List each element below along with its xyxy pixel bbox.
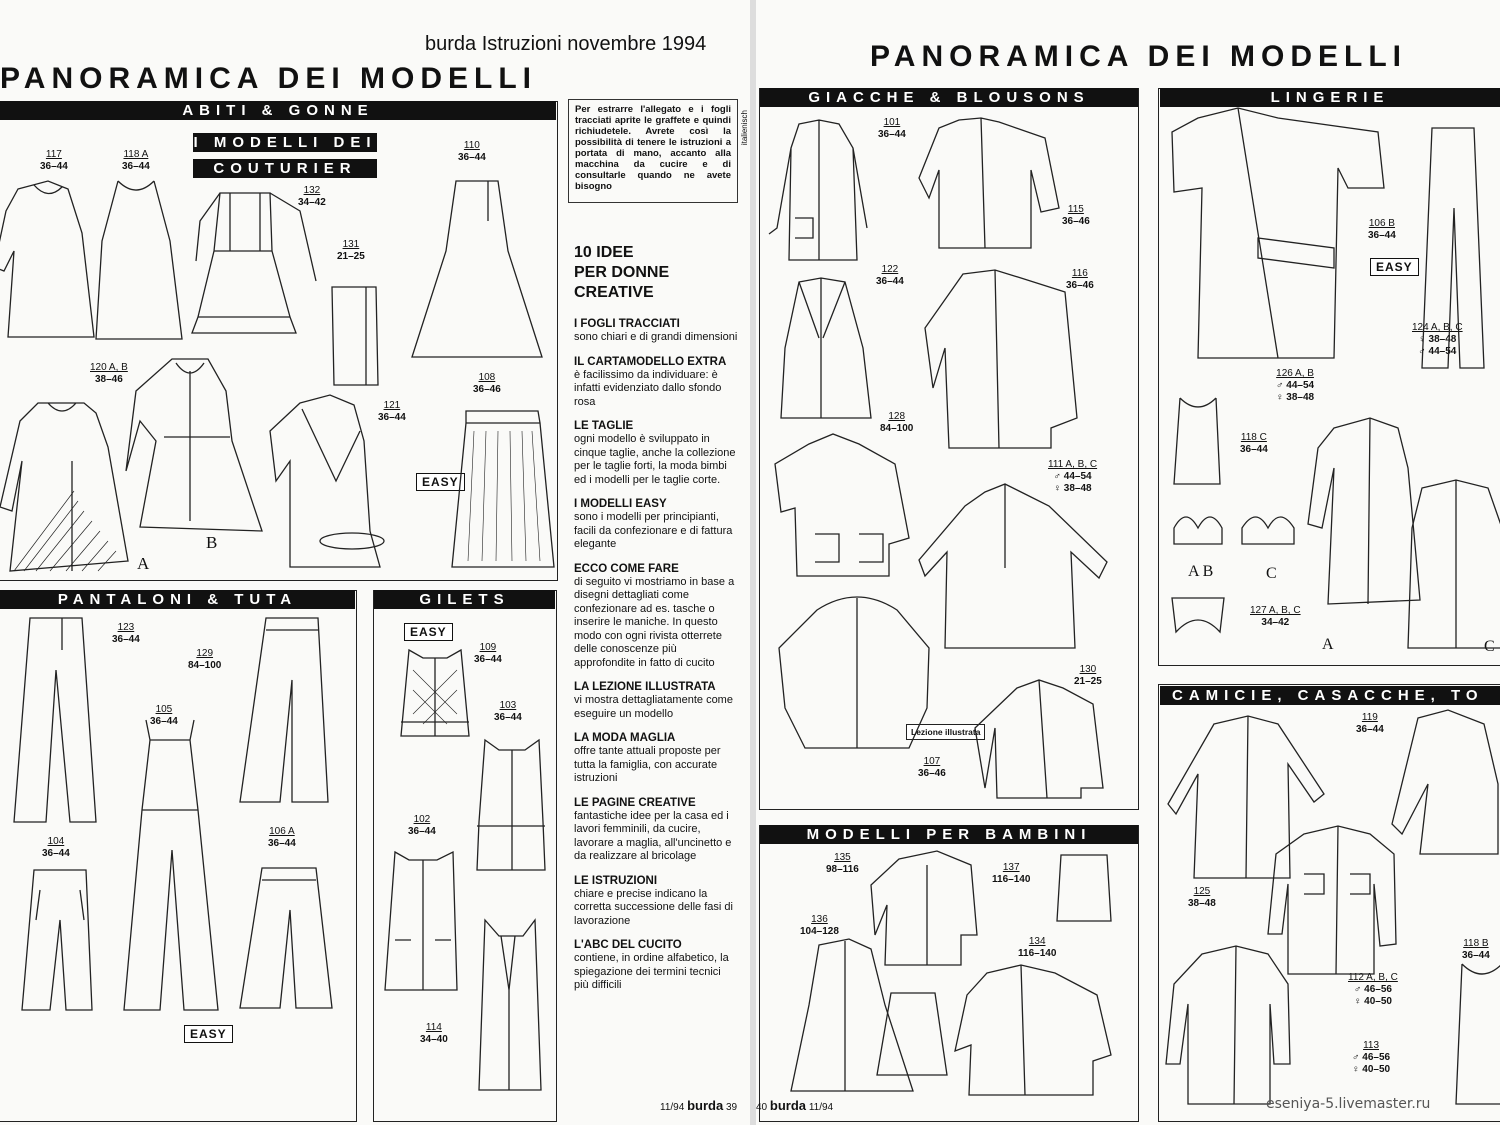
footer-right (756, 1098, 833, 1113)
robe-126-drawing (1172, 108, 1384, 358)
dress-117-drawing (0, 181, 94, 337)
garment-drawings-pantaloni (0, 590, 355, 1120)
dress-120b-drawing (126, 359, 262, 531)
model-118c: 118 C 36–44 (1240, 432, 1268, 455)
brief-127-drawing (1172, 598, 1224, 632)
model-121: 121 36–44 (378, 400, 406, 423)
pyjama-124-drawing (1422, 128, 1484, 368)
model-108: 108 36–46 (473, 372, 501, 395)
footer-page-right: 40 (756, 1102, 768, 1113)
model-101: 101 36–44 (878, 117, 906, 140)
model-104: 104 36–44 (42, 836, 70, 859)
model-116: 116 36–46 (1066, 268, 1094, 291)
band-camicie: CAMICIE, CASACCHE, TO (1160, 686, 1500, 705)
garment-drawings-gilets (373, 590, 555, 1120)
jacket-128-drawing (775, 434, 909, 576)
trousers-104-drawing (22, 870, 92, 1010)
jacket-130-drawing (975, 680, 1103, 798)
right-page (756, 0, 1500, 1125)
footer-brand-right: burda (769, 1098, 807, 1113)
trousers-123-drawing (14, 618, 96, 822)
idea-item: LE ISTRUZIONI chiare e precise indicano la corretta successione delle fasi di lavorazione (574, 874, 733, 927)
model-118a: 118 A 36–44 (122, 149, 150, 172)
footer-issue-right: 11/94 (808, 1102, 834, 1113)
model-134: 134 116–140 (1018, 936, 1057, 959)
model-129: 129 84–100 (188, 648, 222, 671)
jacket-134-drawing (955, 965, 1111, 1095)
lezione-label: Lezione illustrata (906, 724, 985, 740)
shirt-112-drawing (1268, 826, 1396, 974)
trousers-106a-drawing (240, 868, 332, 1008)
model-135: 135 98–116 (826, 852, 859, 875)
jacket-101-drawing (769, 120, 867, 260)
model-119: 119 36–44 (1356, 712, 1384, 735)
footer-brand: burda (687, 1098, 724, 1113)
coat-116-drawing (925, 270, 1077, 448)
letter-a-shirt: A (1322, 636, 1334, 653)
dress-120-drawing (0, 403, 128, 571)
model-112: 112 A, B, C ♂ 46–56 ♀ 40–50 (1348, 972, 1398, 1007)
model-124: 124 A, B, C ♀ 38–48 ♂ 44–54 (1412, 322, 1463, 357)
garment-drawings-bambini (759, 825, 1137, 1120)
idea-item: I FOGLI TRACCIATI sono chiari e di grandi dimensioni (574, 318, 738, 343)
blouson-115-drawing (919, 118, 1059, 248)
easy-badge-106b: EASY (1370, 258, 1419, 276)
dress-121-drawing (270, 395, 380, 567)
dress-120-pleats (14, 491, 116, 571)
letter-b-120: B (206, 533, 218, 552)
model-113: 113 ♂ 46–56 ♀ 40–50 (1352, 1040, 1391, 1075)
model-126: 126 A, B ♂ 44–54 ♀ 38–48 (1276, 368, 1315, 403)
model-128: 128 84–100 (880, 411, 914, 434)
jumpsuit-105-drawing (124, 720, 218, 1010)
model-103: 103 36–44 (494, 700, 522, 723)
footer-left (660, 1098, 737, 1113)
top-118b-drawing (1456, 964, 1500, 1104)
model-107: 107 36–46 (918, 756, 946, 779)
page-title-left: PANORAMICA DEI MODELLI (0, 62, 537, 95)
model-131: 131 21–25 (337, 239, 365, 262)
model-110: 110 36–44 (458, 140, 486, 163)
notice-box (568, 99, 738, 203)
blouse-125-drawing (1168, 716, 1324, 878)
band-pantaloni-tuta: PANTALONI & TUTA (0, 590, 355, 609)
model-117: 117 36–44 (40, 149, 68, 172)
ideas-title-1: 10 IDEE (574, 244, 634, 261)
model-130: 130 21–25 (1074, 664, 1102, 687)
letter-c-shirt: C (1484, 638, 1495, 655)
model-125: 125 38–48 (1188, 886, 1216, 909)
model-106a: 106 A 36–44 (268, 826, 296, 849)
model-137: 137 116–140 (992, 862, 1031, 885)
band-lingerie: LINGERIE (1160, 88, 1500, 107)
blouse-119-drawing (1392, 710, 1498, 854)
shirt-113-drawing (1166, 946, 1290, 1104)
vertical-lang-label: italienisch (740, 110, 749, 146)
easy-badge-108: EASY (416, 473, 465, 491)
bra-127c-drawing (1242, 517, 1294, 544)
idea-item: I MODELLI EASY sono i modelli per principianti, facili da confezionare e di fattura elegante (574, 498, 733, 550)
model-105: 105 36–44 (150, 704, 178, 727)
footer-issue: 11/94 (660, 1102, 685, 1113)
footer-page: 39 (725, 1102, 738, 1113)
dress-136-drawing (791, 939, 913, 1091)
model-132: 132 34–42 (298, 185, 326, 208)
trousers-129-drawing (240, 618, 328, 802)
vest-109-drawing (401, 650, 469, 736)
vest-102-drawing (385, 852, 457, 990)
easy-badge-109: EASY (404, 623, 453, 641)
skirt-110-drawing (412, 181, 542, 357)
watermark: eseniya-5.livemaster.ru (1266, 1096, 1431, 1112)
skirt-136-drawing (877, 993, 947, 1075)
model-127: 127 A, B, C 34–42 (1250, 605, 1301, 628)
idea-item: L'ABC DEL CUCITO contiene, in ordine alfabetico, la spiegazione dei termini tecnici più difficili (574, 939, 729, 991)
model-136: 136 104–128 (800, 914, 839, 937)
idea-item: LA MODA MAGLIA offre tante attuali proposte per tutta la famiglia, con accurate istruzioni (574, 732, 721, 784)
band-bambini: MODELLI PER BAMBINI (760, 825, 1138, 844)
model-114: 114 34–40 (420, 1022, 448, 1045)
coat-135-drawing (871, 851, 977, 965)
letter-c-bra: C (1266, 565, 1277, 582)
model-120: 120 A, B 38–46 (90, 362, 128, 385)
vest-114-drawing (479, 920, 541, 1090)
model-106b: 106 B 36–44 (1368, 218, 1396, 241)
easy-badge-106a: EASY (184, 1025, 233, 1043)
idea-item: IL CARTAMODELLO EXTRA è facilissimo da individuare: è infatti evidenziato dallo sfondo rosa (574, 355, 727, 408)
garment-drawings-camicie (1158, 684, 1500, 1120)
bra-127ab-drawing (1174, 517, 1222, 544)
ideas-column (574, 243, 738, 1003)
model-111: 111 A, B, C ♂ 44–54 ♀ 38–48 (1048, 459, 1098, 494)
garment-drawings-giacche (759, 88, 1137, 808)
shirt-124c-drawing (1408, 480, 1500, 648)
band-couturier-1: I MODELLI DEI (193, 134, 377, 151)
model-115: 115 36–46 (1062, 204, 1090, 227)
jacket-122-drawing (781, 278, 871, 418)
ideas-title-3: CREATIVE (574, 284, 654, 301)
idea-item: LE PAGINE CREATIVE fantastiche idee per la casa ed i lavori femminili, da cucire, lavorare a maglia, all'uncinetto e da realizzare al bricolage (574, 796, 732, 862)
dress-132-drawing (192, 193, 316, 333)
skirt-137-drawing (1057, 855, 1111, 921)
model-118b: 118 B 36–44 (1462, 938, 1490, 961)
anorak-111-drawing (919, 484, 1107, 648)
band-giacche-blousons: GIACCHE & BLOUSONS (760, 88, 1138, 107)
model-122: 122 36–44 (876, 264, 904, 287)
band-couturier-2: COUTURIER (193, 159, 377, 178)
vest-103-drawing (477, 740, 545, 870)
model-123: 123 36–44 (112, 622, 140, 645)
camisole-118c-drawing (1174, 398, 1220, 484)
band-abiti-gonne: ABITI & GONNE (0, 101, 556, 120)
shirt-124a-drawing (1308, 418, 1420, 604)
belt-121 (320, 533, 384, 549)
idea-item: ECCO COME FARE di seguito vi mostriamo in base a disegni dettagliati come confezionare ad es. tasche o inserire le maniche. In questo modo con ogni rivista otterrete delle conoscenze più approfondite in fatto di cucito (574, 562, 735, 669)
notice-text: Per estrarre l'allegato e i fogli tracciati aprite le graffete e quindi richiudetele. Avrete così la possibilità di tenere le istruzioni a portata di mano, accanto alla macchina da cucire e di consultarle quando ne avete bisogno (575, 104, 731, 192)
idea-item: LA LEZIONE ILLUSTRATA vi mostra dettagliatamente come eseguire un modello (574, 681, 733, 720)
ideas-title-2: PER DONNE (574, 264, 670, 281)
garment-drawings-lingerie (1158, 88, 1500, 664)
running-header: burda Istruzioni novembre 1994 (425, 33, 707, 55)
skirt-131-drawing (332, 287, 378, 385)
model-102: 102 36–44 (408, 814, 436, 837)
page-title-right: PANORAMICA DEI MODELLI (870, 40, 1407, 73)
dress-118a-drawing (96, 181, 182, 339)
letter-ab-bra: A B (1188, 563, 1214, 580)
garment-drawings-abiti (0, 101, 556, 579)
blouson-107-drawing (779, 597, 929, 748)
letter-a-120: A (137, 554, 150, 573)
idea-item: LE TAGLIE ogni modello è sviluppato in cinque taglie, anche la collezione per le taglie forti, la moda bimbi ed i modelli per le taglie corte. (574, 420, 736, 486)
model-109: 109 36–44 (474, 642, 502, 665)
band-gilets: GILETS (374, 590, 555, 609)
